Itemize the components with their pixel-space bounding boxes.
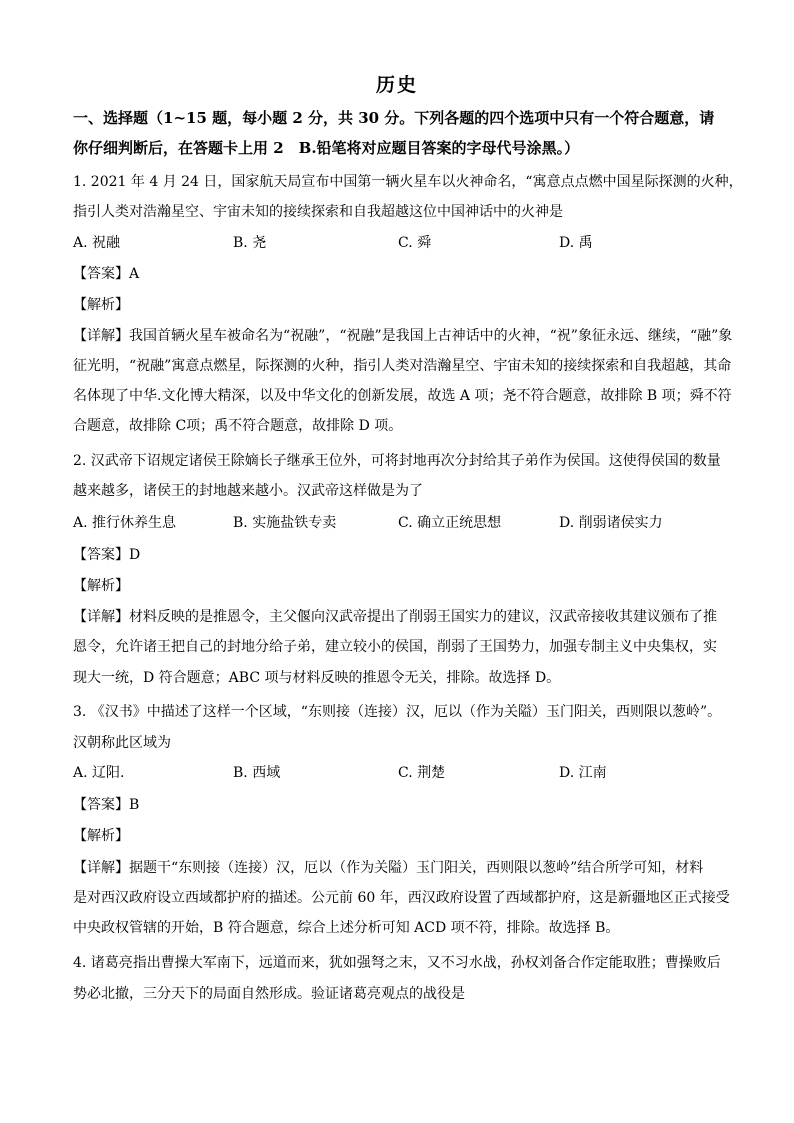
question-4-stem: 4. 诸葛亮指出曹操大军南下，远道而来，犹如强弩之末，又不习水战，孙权刘备合作定能取胜；曹操败后 xyxy=(73,955,721,971)
question-1-option-c: C. 舜 xyxy=(398,235,432,251)
question-3-stem: 3. 《汉书》中描述了这样一个区域，“东则接（连接）汉，厄以（作为关隘）玉门阳关，西则限以葱岭”。 xyxy=(73,704,722,720)
question-3-option-d: D. 江南 xyxy=(559,765,607,781)
question-3-option-a: A. 辽阳. xyxy=(73,765,125,781)
question-2-option-b: B. 实施盐铁专卖 xyxy=(233,515,337,531)
question-2-detail: 恩令，允许诸王把自己的封地分给子弟，建立较小的侯国，削弱了王国势力，加强专制主义中央集权，实 xyxy=(73,639,717,655)
question-3-answer: 【答案】B xyxy=(73,797,140,813)
question-1-stem: 1. 2021 年 4 月 24 日，国家航天局宣布中国第一辆火星车以火神命名，“寓意点点燃中国星际探测的火种， xyxy=(73,174,743,190)
section-header-line: 你仔细判断后，在答题卡上用 2 B.铅笔将对应题目答案的字母代号涂黑。） xyxy=(73,139,580,157)
question-1-detail: 征光明，“祝融”寓意点燃星，际探测的火种，指引人类对浩瀚星空、宇宙未知的接续探索和自我超越，其命 xyxy=(73,358,732,374)
question-3-option-c: C. 荆楚 xyxy=(398,765,446,781)
question-1-detail: 合题意，故排除 C项；禹不符合题意，故排除 D 项。 xyxy=(73,418,403,434)
question-3-option-b: B. 西域 xyxy=(233,765,281,781)
question-4-stem: 势必北撤，三分天下的局面自然形成。验证诸葛亮观点的战役是 xyxy=(73,986,465,1002)
question-1-answer: 【答案】A xyxy=(73,266,140,282)
question-2-analysis-label: 【解析】 xyxy=(73,578,129,594)
question-1-analysis-label: 【解析】 xyxy=(73,297,129,313)
question-3-stem: 汉朝称此区域为 xyxy=(73,735,171,751)
question-3-detail: 中央政权管辖的开始，B 符合题意，综合上述分析可知 ACD 项不符，排除。故选择 B。 xyxy=(73,920,620,936)
question-1-option-b: B. 尧 xyxy=(233,235,267,251)
question-3-detail: 【详解】据题干“东则接（连接）汉，厄以（作为关隘）玉门阳关，西则限以葱岭”结合所学可知，材料 xyxy=(73,860,704,876)
question-1-detail: 【详解】我国首辆火星车被命名为“祝融”，“祝融”是我国上古神话中的火神，“祝”象征永远、继续，“融”象 xyxy=(73,328,733,344)
question-2-stem: 2. 汉武帝下诏规定诸侯王除嫡长子继承王位外，可将封地再次分封给其子弟作为侯国。这使得侯国的数量 xyxy=(73,453,721,469)
question-2-option-a: A. 推行休养生息 xyxy=(73,515,177,531)
question-3-analysis-label: 【解析】 xyxy=(73,828,129,844)
question-2-stem: 越来越多，诸侯王的封地越来越小。汉武帝这样做是为了 xyxy=(73,483,423,499)
question-2-detail: 【详解】材料反映的是推恩令，主父偃向汉武帝提出了削弱王国实力的建议，汉武帝接收其建议颁布了推 xyxy=(73,609,717,625)
question-1-option-a: A. 祝融 xyxy=(73,235,121,251)
question-2-option-d: D. 削弱诸侯实力 xyxy=(559,515,663,531)
page-title: 历史 xyxy=(375,74,418,96)
question-1-detail: 名体现了中华.文化博大精深，以及中华文化的创新发展，故选 A 项；尧不符合题意，故排除 B 项；舜不符 xyxy=(73,388,732,404)
question-2-option-c: C. 确立正统思想 xyxy=(398,515,502,531)
section-header-line: 一、选择题（1~15 题，每小题 2 分，共 30 分。下列各题的四个选项中只有一个符合题意，请 xyxy=(73,109,715,127)
question-2-answer: 【答案】D xyxy=(73,547,141,563)
question-3-detail: 是对西汉政府设立西域都护府的描述。公元前 60 年，西汉政府设置了西域都护府，这是新疆地区正式接受 xyxy=(73,890,730,906)
question-1-option-d: D. 禹 xyxy=(559,235,593,251)
question-2-detail: 现大一统，D 符合题意；ABC 项与材料反映的推恩令无关，排除。故选择 D。 xyxy=(73,670,561,686)
question-1-stem: 指引人类对浩瀚星空、宇宙未知的接续探索和自我超越这位中国神话中的火神是 xyxy=(73,204,563,220)
